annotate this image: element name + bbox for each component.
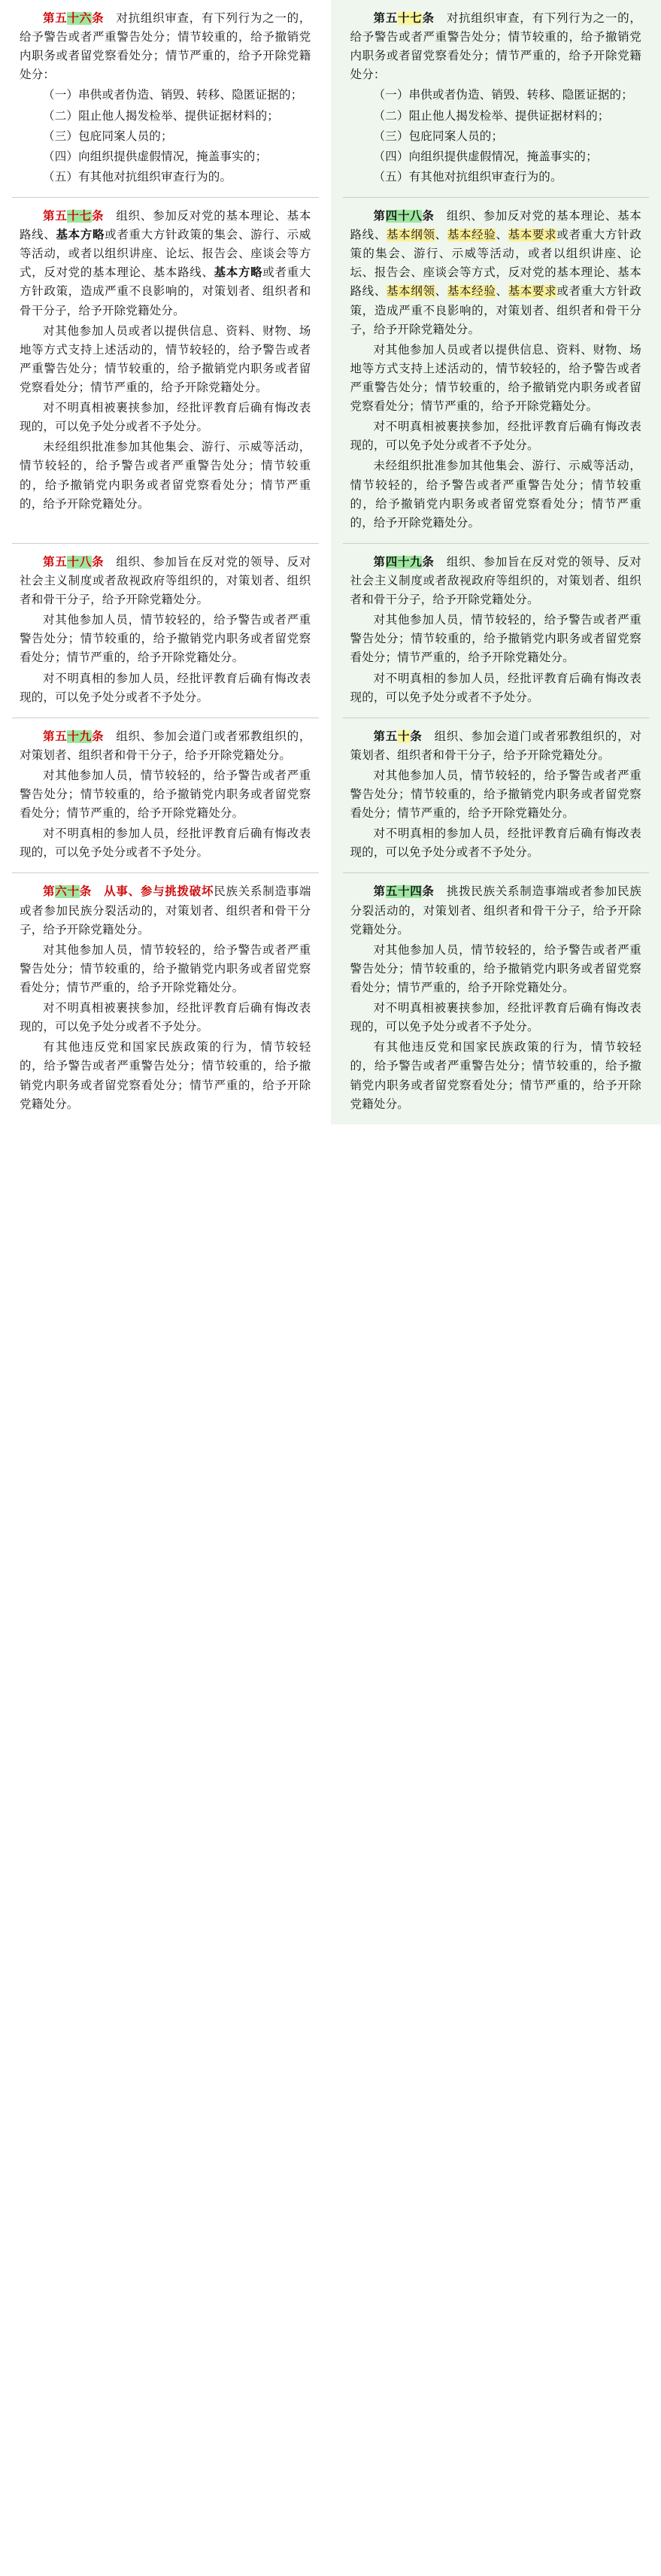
article-paragraph: 对其他参加人员，情节较轻的，给予警告或者严重警告处分；情节较重的，给予撤销党内职务或者留党察看处分；情节严重的，给予开除党籍处分。 [20, 943, 311, 995]
article-pair-row [0, 873, 661, 1124]
old-version-cell [331, 873, 661, 1124]
article-text: 对抗组织审查，有下列行为之一的，给予警告或者严重警告处分；情节较重的，给予撤销党内职务或者留党察看处分；情节严重的，给予开除党籍处分： [20, 12, 311, 82]
new-version-cell [0, 198, 331, 543]
article-paragraph: 未经组织批准参加其他集会、游行、示威等活动，情节较轻的，给予警告或者严重警告处分；情节较重的，给予撤销党内职务或者留党察看处分；情节严重的，给予开除党籍处分。 [350, 460, 641, 529]
article-paragraph: 对不明真相被裹挟参加，经批评教育后确有悔改表现的，可以免予处分或者不予处分。 [20, 402, 311, 434]
article-item: （一）串供或者伪造、销毁、转移、隐匿证据的； [373, 89, 633, 102]
article-pair-row [0, 0, 661, 197]
article-item: （一）串供或者伪造、销毁、转移、隐匿证据的； [43, 89, 303, 102]
article-number: 第六十条 [43, 885, 92, 899]
old-version-cell [331, 718, 661, 873]
article-paragraph: 对不明真相的参加人员，经批评教育后确有悔改表现的，可以免予处分或者不予处分。 [20, 672, 311, 704]
comparison-document [0, 0, 661, 1124]
article-paragraph: 对不明真相的参加人员，经批评教育后确有悔改表现的，可以免予处分或者不予处分。 [20, 827, 311, 860]
article-number: 第五十六条 [43, 12, 105, 25]
article-pair-row [0, 544, 661, 718]
article-paragraph: 对其他参加人员或者以提供信息、资料、财物、场地等方式支持上述活动的，情节较轻的，给予警告或者严重警告处分；情节较重的，给予撤销党内职务或者留党察看处分；情节严重的，给予开除党籍处分。 [350, 343, 641, 414]
article-paragraph: 对不明真相的参加人员，经批评教育后确有悔改表现的，可以免予处分或者不予处分。 [350, 672, 641, 704]
article-paragraph: 对不明真相被裹挟参加，经批评教育后确有悔改表现的，可以免予处分或者不予处分。 [350, 420, 641, 453]
article-text: 组织、参加旨在反对党的领导、反对社会主义制度或者敌视政府等组织的，对策划者、组织者和骨干分子，给予开除党籍处分。 [350, 555, 642, 607]
article-pair-row [0, 198, 661, 543]
article-text: 对抗组织审查，有下列行为之一的，给予警告或者严重警告处分；情节较重的，给予撤销党内职务或者留党察看处分；情节严重的，给予开除党籍处分： [350, 12, 642, 82]
article-paragraph [20, 727, 311, 765]
article-paragraph: 对其他参加人员，情节较轻的，给予警告或者严重警告处分；情节较重的，给予撤销党内职务或者留党察看处分；情节严重的，给予开除党籍处分。 [350, 769, 641, 821]
article-paragraph [20, 553, 311, 609]
article-item: （二）阻止他人揭发检举、提供证据材料的； [373, 109, 610, 123]
article-paragraph: 对其他参加人员，情节较轻的，给予警告或者严重警告处分；情节较重的，给予撤销党内职务或者留党察看处分；情节严重的，给予开除党籍处分。 [350, 614, 641, 665]
new-version-cell [0, 718, 331, 873]
article-item: （五）有其他对抗组织审查行为的。 [373, 170, 562, 184]
article-paragraph: 对其他参加人员，情节较轻的，给予警告或者严重警告处分；情节较重的，给予撤销党内职务或者留党察看处分；情节严重的，给予开除党籍处分。 [350, 943, 641, 995]
article-text: 组织、参加会道门或者邪教组织的，对策划者、组织者和骨干分子，给予开除党籍处分。 [350, 730, 642, 762]
article-paragraph: 对不明真相被裹挟参加，经批评教育后确有悔改表现的，可以免予处分或者不予处分。 [20, 1002, 311, 1034]
old-version-cell [331, 544, 661, 718]
article-paragraph: 对不明真相被裹挟参加，经批评教育后确有悔改表现的，可以免予处分或者不予处分。 [350, 1002, 641, 1034]
article-item: （五）有其他对抗组织审查行为的。 [43, 170, 232, 184]
article-number: 第五十八条 [43, 555, 105, 569]
article-number: 第五十七条 [43, 209, 105, 223]
article-item: （四）向组织提供虚假情况，掩盖事实的； [373, 150, 598, 163]
article-number: 第五十条 [373, 730, 423, 743]
article-text: 组织、参加反对党的基本理论、基本路线、基本方略或者重大方针政策的集会、游行、示威等活动，或者以组织讲座、论坛、报告会、座谈会等方式，反对党的基本理论、基本路线、基本方略或者重大方针政策，造成严重不良影响的，对策划者、组织者和骨干分子，给予开除党籍处分。 [20, 209, 311, 317]
article-number: 第五十七条 [373, 12, 435, 25]
article-pair-row [0, 718, 661, 873]
article-paragraph [20, 882, 311, 939]
article-item: （四）向组织提供虚假情况，掩盖事实的； [43, 150, 268, 163]
article-paragraph: 对其他参加人员，情节较轻的，给予警告或者严重警告处分；情节较重的，给予撤销党内职务或者留党察看处分；情节严重的，给予开除党籍处分。 [20, 769, 311, 821]
article-paragraph: 对不明真相的参加人员，经批评教育后确有悔改表现的，可以免予处分或者不予处分。 [350, 827, 641, 860]
article-item: （二）阻止他人揭发检举、提供证据材料的； [43, 109, 280, 123]
article-paragraph [350, 553, 642, 609]
new-version-cell [0, 0, 331, 197]
article-paragraph [350, 727, 642, 765]
article-number: 第四十八条 [373, 209, 435, 223]
article-paragraph: 未经组织批准参加其他集会、游行、示威等活动，情节较轻的，给予警告或者严重警告处分；情节较重的，给予撤销党内职务或者留党察看处分；情节严重的，给予开除党籍处分。 [20, 441, 311, 511]
article-paragraph: 对其他参加人员，情节较轻的，给予警告或者严重警告处分；情节较重的，给予撤销党内职务或者留党察看处分；情节严重的，给予开除党籍处分。 [20, 614, 311, 665]
article-number: 第四十九条 [373, 555, 435, 569]
article-item: （三）包庇同案人员的； [43, 129, 173, 143]
article-paragraph: 有其他违反党和国家民族政策的行为，情节较轻的，给予警告或者严重警告处分；情节较重的，给予撤销党内职务或者留党察看处分；情节严重的，给予开除党籍处分。 [350, 1041, 641, 1111]
article-text: 组织、参加会道门或者邪教组织的，对策划者、组织者和骨干分子，给予开除党籍处分。 [20, 730, 311, 762]
article-paragraph [20, 9, 311, 84]
article-paragraph [350, 207, 642, 339]
article-paragraph [350, 882, 642, 939]
article-number: 第五十四条 [373, 885, 435, 899]
old-version-cell [331, 0, 661, 197]
article-paragraph [350, 9, 642, 84]
article-item: （三）包庇同案人员的； [373, 129, 504, 143]
old-version-cell [331, 198, 661, 543]
article-text: 挑拨民族关系制造事端或者参加民族分裂活动的，对策划者、组织者和骨干分子，给予开除党籍处分。 [350, 885, 642, 936]
article-paragraph: 有其他违反党和国家民族政策的行为，情节较轻的，给予警告或者严重警告处分；情节较重的，给予撤销党内职务或者留党察看处分；情节严重的，给予开除党籍处分。 [20, 1041, 311, 1111]
article-paragraph: 对其他参加人员或者以提供信息、资料、财物、场地等方式支持上述活动的，情节较轻的，给予警告或者严重警告处分；情节较重的，给予撤销党内职务或者留党察看处分；情节严重的，给予开除党籍处分。 [20, 324, 311, 394]
article-number: 第五十九条 [43, 730, 105, 743]
new-version-cell [0, 873, 331, 1124]
article-paragraph [20, 207, 311, 320]
article-text: 从事、参与挑拨破坏民族关系制造事端或者参加民族分裂活动的，对策划者、组织者和骨干分子，给予开除党籍处分。 [20, 885, 311, 936]
article-text: 组织、参加旨在反对党的领导、反对社会主义制度或者敌视政府等组织的，对策划者、组织者和骨干分子，给予开除党籍处分。 [20, 555, 311, 607]
new-version-cell [0, 544, 331, 718]
article-text: 组织、参加反对党的基本理论、基本路线、基本纲领、基本经验、基本要求或者重大方针政策的集会、游行、示威等活动，或者以组织讲座、论坛、报告会、座谈会等方式，反对党的基本理论、基本路线、基本纲领、基本经验、基本要求或者重大方针政策，造成严重不良影响的，对策划者、组织者和骨干分子，给予开除党籍处分。 [350, 209, 642, 336]
